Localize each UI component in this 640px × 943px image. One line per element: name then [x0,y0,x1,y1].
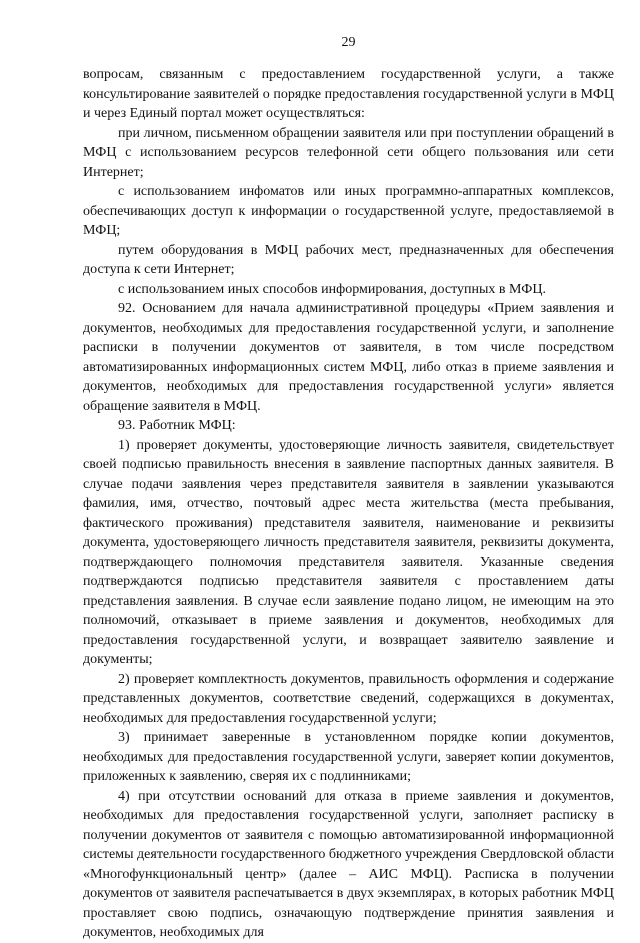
paragraph: вопросам, связанным с предоставлением государственной услуги, а также консультирование заявителей о порядке предоставления государственной услуги в МФЦ и через Единый портал может осуществляться: [83,67,614,121]
paragraph: при личном, письменном обращении заявителя или при поступлении обращений в МФЦ с использованием ресурсов телефонной сети общего пользования или сети Интернет; [83,125,614,180]
page-number: 29 [341,35,356,50]
paragraph: путем оборудования в МФЦ рабочих мест, предназначенных для обеспечения доступа к сети Интернет; [83,242,614,277]
paragraph: с использованием инфоматов или иных программно-аппаратных комплексов, обеспечивающих доступ к информации о государственной услуге, предоставляемой в МФЦ; [83,184,614,238]
list-item: 3) принимает заверенные в установленном порядке копии документов, необходимых для предоставления государственной услуги, заверяет копии документов, приложенных к заявлению, сверяя их с подлинниками; [83,730,614,784]
list-item: 4) при отсутствии оснований для отказа в приеме заявления и документов, необходимых для предоставления государственной услуги, заполняет расписку в получении документов от заявителя с помощью автоматизированной информационной системы деятельности государственного бюджетного учреждения Свердловской области «Многофункциональный центр» (далее – АИС МФЦ). Расписка в получении документов от заявителя распечатывается в двух экземплярах, в которых работник МФЦ проставляет свою подпись, означающую подтверждение принятия заявления и документов, необходимых для [83,788,614,940]
paragraph: с использованием иных способов информирования, доступных в МФЦ. [118,281,546,297]
list-item: 1) проверяет документы, удостоверяющие личность заявителя, свидетельствует своей подписью правильность внесения в заявление паспортных данных заявителя. В случае подачи заявления через представителя заявителя в заявлении указываются фамилия, имя, отчество, почтовый адрес места жительства (места пребывания, фактического проживания) представителя заявителя, наименование и реквизиты документа, удостоверяющего личность представителя заявителя, реквизиты документа, подтверждающего полномочия представителя заявителя. Указанные сведения подтверждаются подписью представителя заявителя с проставлением даты представления заявления. В случае если заявление подано лицом, не имеющим на это полномочий, отказывает в приеме заявления и документов, необходимых для предоставления государственной услуги, и возвращает заявителю заявление и документы; [83,437,614,667]
paragraph-item-93: 93. Работник МФЦ: [118,418,236,433]
document-page [83,34,614,943]
list-item: 2) проверяет комплектность документов, правильность оформления и содержание представленных документов, соответствие сведений, содержащихся в документах, необходимых для предоставления государственной услуги; [83,671,614,726]
document-body [83,65,614,943]
paragraph-item-92: 92. Основанием для начала административной процедуры «Прием заявления и документов, необходимых для предоставления государственной услуги, и заполнение расписки в получении документов от заявителя, в том числе посредством автоматизированных информационных систем МФЦ, либо отказ в приеме заявления и документов, необходимых для предоставления государственной услуги» является обращение заявителя в МФЦ. [83,301,614,414]
